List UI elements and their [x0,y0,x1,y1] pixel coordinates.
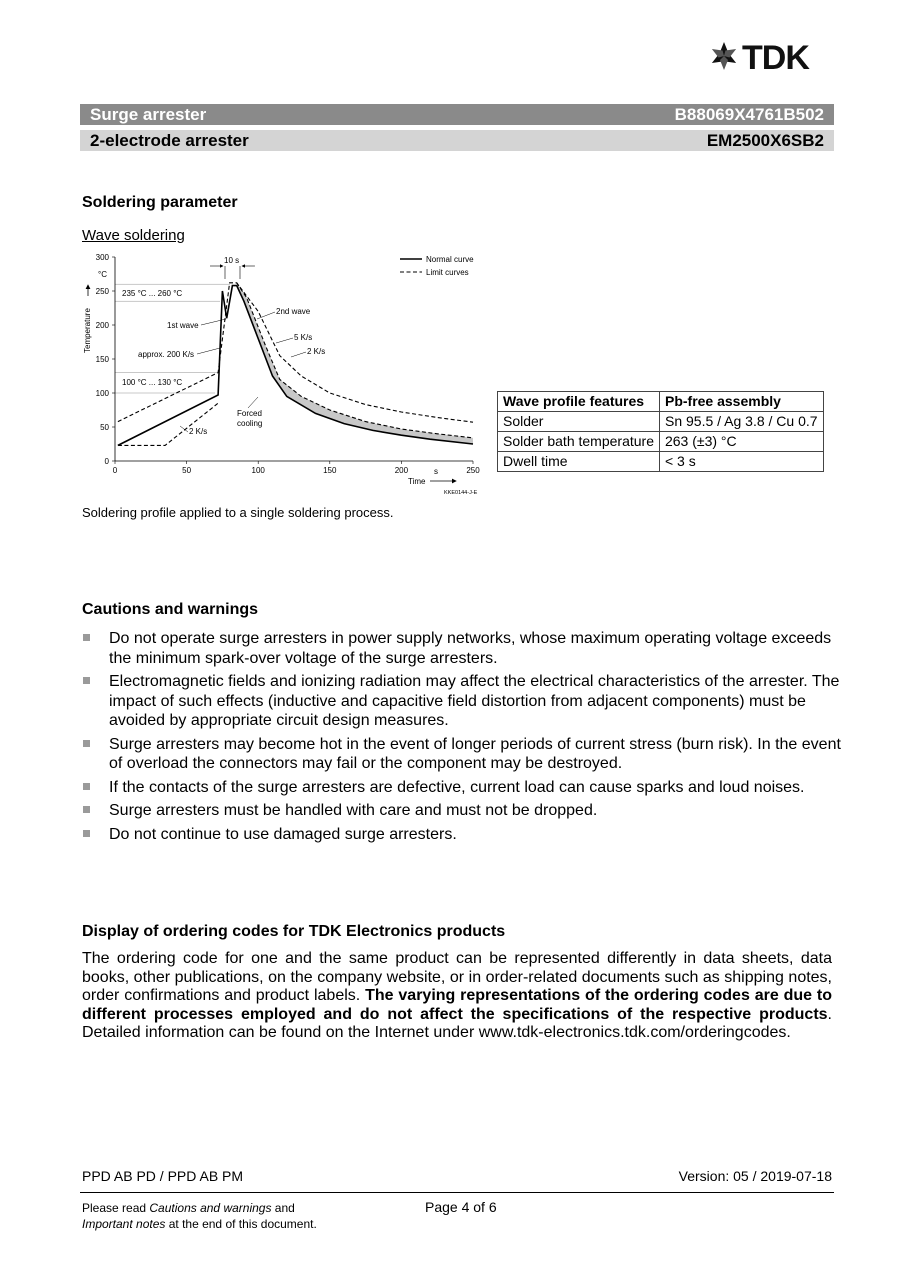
wave-soldering-subheading: Wave soldering [82,227,185,244]
cautions-heading: Cautions and warnings [82,601,259,618]
x-tick-label: 150 [323,466,337,475]
ordering-text-bold: The varying representations of the ordering codes are due to different processes employed and do not affect the specifications of the respective products [82,987,832,1023]
bullet-square-icon [83,634,90,641]
caution-text: Do not continue to use damaged surge arresters. [109,825,457,843]
annotation-10s [210,256,255,279]
y-tick-label: 250 [95,287,109,296]
soldering-profile-note: Soldering profile applied to a single soldering process. [82,505,394,520]
table-cell: Solder bath temperature [498,432,660,452]
note-link-important-notes: Important notes [82,1217,166,1231]
table-cell: 263 (±3) °C [659,432,823,452]
table-header-row [498,392,824,412]
svg-text:10 s: 10 s [224,256,240,265]
caution-text: Surge arresters must be handled with care and must not be dropped. [109,802,598,819]
note-text: Please read [82,1201,150,1215]
leader-forced-cooling [248,397,258,408]
part-number: B88069X4761B502 [674,105,824,124]
annotation-second-wave: 2nd wave [276,307,311,316]
footer-note [82,1200,317,1232]
bullet-square-icon [83,783,90,790]
list-item [82,801,842,821]
header-bar-primary [80,104,834,125]
table-cell: Dwell time [498,452,660,472]
annotation-ramp-rate: approx. 200 K/s [138,350,195,359]
list-item [82,629,842,668]
y-tick-label: 150 [95,355,109,364]
series-line-4 [237,283,473,438]
y-unit-label: °C [98,270,107,279]
list-item [82,825,842,845]
page-number: Page 4 of 6 [425,1199,497,1215]
y-tick-label: 300 [95,253,109,262]
figure-code: KKE0144-J-E [444,490,478,496]
table-header-cell: Wave profile features [498,392,660,412]
table-row [498,452,824,472]
x-tick-label: 0 [112,466,118,475]
y-axis-label: Temperature [83,308,92,353]
annotation-2ks-upper: 2 K/s [307,347,326,356]
list-item [82,672,842,731]
annotation-5ks: 5 K/s [294,333,313,342]
bullet-square-icon [83,677,90,684]
series-line-2 [118,403,218,445]
tdk-logo [708,38,838,74]
header-bar-secondary [80,130,834,151]
y-tick-label: 50 [100,423,109,432]
annotation-forced-cooling-2: cooling [237,419,263,428]
x-unit-label: s [434,467,438,476]
wave-profile-table [497,391,824,472]
note-link-cautions: Cautions and warnings [149,1201,272,1215]
leader-5ks [276,338,293,343]
note-text: at the end of this document. [165,1217,317,1231]
chart-axes [115,257,473,461]
ordering-text-1: The ordering code for one and the same product can be represented differently in data sheets, data books, other publications, on the company website, or in order-related documents such as shipping notes, order confirmations and product labels. [82,950,832,1004]
y-tick-label: 100 [95,389,109,398]
caution-text: Surge arresters may become hot in the event of longer periods of current stress (burn risk). In the event of overload the connectors may fail or the component may be destroyed. [109,735,841,772]
caution-text: Do not operate surge arresters in power supply networks, whose maximum operating voltage exceeds the minimum spark-over voltage of the surge arresters. [109,630,832,667]
table-cell: < 3 s [659,452,823,472]
ordering-heading: Display of ordering codes for TDK Electronics products [82,923,506,940]
product-subtitle: 2-electrode arrester [90,131,249,150]
ordering-text-2: . Detailed information can be found on the Internet under www.tdk-electronics.tdk.com/orderingcodes. [82,1005,832,1041]
cooling-band [237,283,473,444]
leader-2ks-lower [180,426,188,432]
footer-version: Version: 05 / 2019-07-18 [678,1168,832,1184]
table-header-cell: Pb-free assembly [659,392,823,412]
soldering-heading: Soldering parameter [82,194,238,211]
product-title: Surge arrester [90,105,207,124]
bullet-square-icon [83,740,90,747]
leader-ramp-rate [197,348,220,354]
footer-divider [80,1192,834,1193]
x-tick-label: 100 [251,466,265,475]
ordering-paragraph [82,950,832,1043]
y-tick-label: 0 [104,457,109,466]
table-row [498,412,824,432]
annotation-first-wave: 1st wave [167,321,199,330]
table-cell: Solder [498,412,660,432]
annotation-peak-range: 235 °C ... 260 °C [122,289,183,298]
leader-2ks-upper [291,352,306,357]
leader-first-wave [201,319,226,325]
x-tick-label: 250 [466,466,480,475]
annotation-forced-cooling-1: Forced [237,409,262,418]
reference-lines [115,284,230,393]
bullet-square-icon [83,806,90,813]
tdk-logo-text: TDK [742,39,809,74]
list-item [82,735,842,774]
x-axis-label: Time [408,477,426,486]
caution-text: If the contacts of the surge arresters are defective, current load can cause sparks and loud noises. [109,778,805,796]
wave-soldering-chart [80,249,480,499]
model-number: EM2500X6SB2 [706,131,824,150]
table-row [498,432,824,452]
tdk-logo-mark-icon [710,42,738,70]
note-text: and [271,1201,295,1215]
caution-text: Electromagnetic fields and ionizing radiation may affect the electrical characteristics of the arrester. The impact of such effects (inductive and capacitive field distortion from adjacent components) must be avoided by appropriate circuit design measures. [109,673,840,729]
footer-department: PPD AB PD / PPD AB PM [82,1168,244,1184]
legend-normal-label: Normal curve [426,255,474,264]
table-cell: Sn 95.5 / Ag 3.8 / Cu 0.7 [659,412,823,432]
annotation-2ks-lower: 2 K/s [189,427,208,436]
x-tick-label: 200 [394,466,409,475]
x-tick-label: 50 [182,466,192,475]
bullet-square-icon [83,830,90,837]
cautions-list [82,629,842,848]
list-item [82,778,842,798]
legend-limit-label: Limit curves [426,268,469,277]
y-tick-label: 200 [95,321,109,330]
annotation-preheat-range: 100 °C ... 130 °C [122,378,183,387]
